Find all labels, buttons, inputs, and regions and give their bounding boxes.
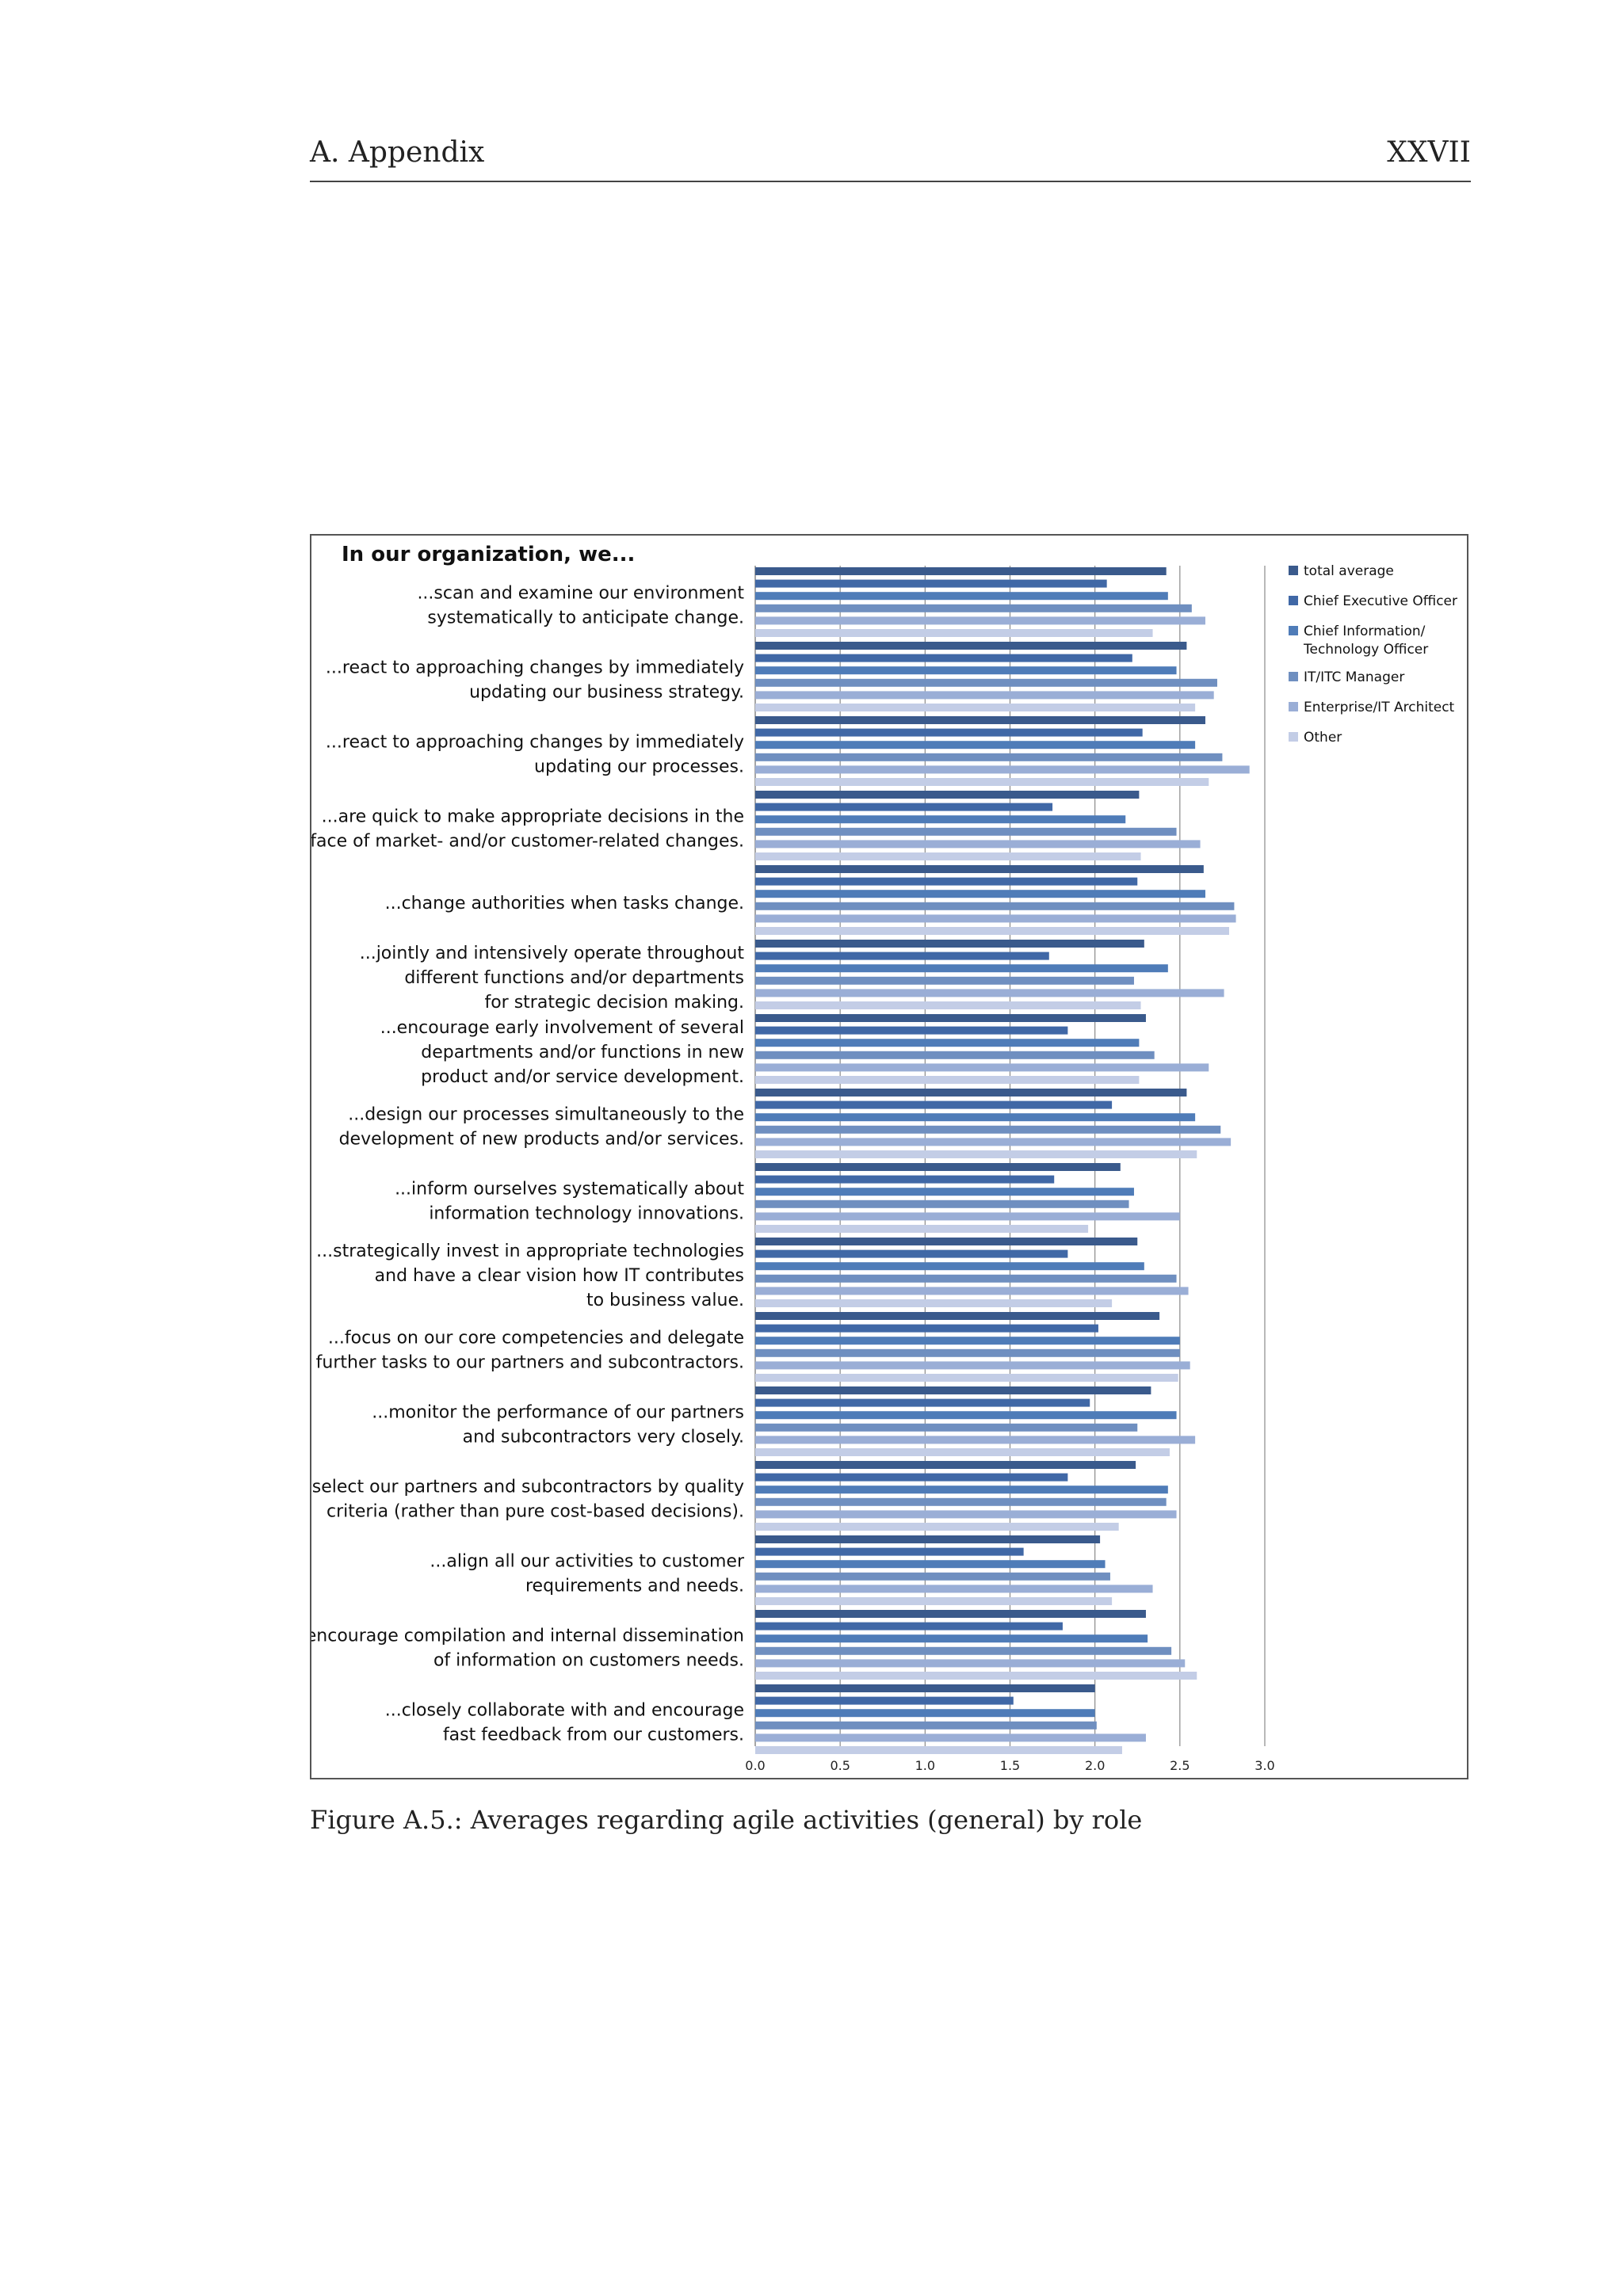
category-label: ...monitor the performance of our partners	[372, 1402, 744, 1423]
category-label: product and/or service development.	[421, 1066, 744, 1087]
bar	[755, 679, 1217, 687]
bar	[755, 1573, 1110, 1581]
category-label: ...are quick to make appropriate decisions in the	[321, 807, 744, 827]
bar	[755, 605, 1192, 612]
bar	[755, 666, 1177, 674]
figure-caption: Figure A.5.: Averages regarding agile activities (general) by role	[310, 1805, 1143, 1835]
category-label: ...encourage compilation and internal dissemination	[311, 1626, 744, 1646]
bar	[755, 1474, 1067, 1482]
bar	[755, 1610, 1146, 1618]
bar	[755, 1176, 1054, 1184]
bar	[755, 1697, 1014, 1705]
bar	[755, 964, 1168, 972]
bar	[755, 1014, 1146, 1022]
bar	[755, 1200, 1129, 1208]
legend-label: Technology Officer	[1304, 642, 1429, 658]
bar	[755, 977, 1134, 985]
legend-swatch	[1289, 566, 1298, 575]
category-label: departments and/or functions in new	[421, 1042, 744, 1062]
legend-swatch	[1289, 626, 1298, 635]
bar	[755, 1647, 1171, 1655]
bar	[755, 878, 1137, 886]
legend-swatch	[1289, 672, 1298, 681]
bar	[755, 1312, 1159, 1320]
bar	[755, 778, 1209, 786]
category-label: updating our business strategy.	[469, 682, 744, 703]
bar	[755, 1275, 1177, 1283]
bar	[755, 1001, 1141, 1009]
category-label: ...scan and examine our environment	[417, 583, 744, 604]
bar	[755, 1523, 1119, 1531]
category-label: further tasks to our partners and subcontractors.	[315, 1352, 744, 1373]
x-tick-label: 3.0	[1254, 1758, 1275, 1773]
page-number: XXVII	[1387, 136, 1471, 169]
bar	[755, 1212, 1180, 1220]
bar	[755, 753, 1222, 761]
bar	[755, 765, 1250, 773]
bar	[755, 1597, 1112, 1605]
bar	[755, 890, 1205, 898]
category-label: ...closely collaborate with and encourage	[384, 1700, 744, 1721]
category-label: systematically to anticipate change.	[427, 608, 744, 628]
legend-label: Enterprise/IT Architect	[1304, 700, 1455, 715]
category-label: ...align all our activities to customer	[430, 1551, 744, 1572]
category-label: ...inform ourselves systematically about	[395, 1179, 744, 1199]
bar	[755, 1076, 1139, 1084]
bar	[755, 592, 1168, 600]
bar	[755, 1287, 1189, 1295]
bar	[755, 654, 1132, 662]
bar	[755, 1399, 1090, 1407]
bar	[755, 815, 1125, 823]
chart-title: In our organization, we...	[342, 543, 636, 566]
bar	[755, 1709, 1095, 1717]
bar	[755, 1299, 1112, 1307]
page-header	[310, 133, 1471, 182]
bar	[755, 1325, 1098, 1333]
bar	[755, 1634, 1148, 1642]
bar	[755, 840, 1201, 848]
bar	[755, 1262, 1144, 1270]
bar	[755, 1510, 1177, 1518]
bar	[755, 1051, 1155, 1059]
bar	[755, 865, 1204, 873]
category-label: and subcontractors very closely.	[462, 1427, 744, 1447]
bar	[755, 1623, 1063, 1630]
bar	[755, 1461, 1136, 1469]
bar	[755, 1250, 1067, 1258]
bar	[755, 1585, 1153, 1592]
bar	[755, 1659, 1185, 1667]
bar	[755, 952, 1049, 960]
bar	[755, 828, 1177, 836]
category-label: ...encourage early involvement of several	[380, 1017, 744, 1038]
bar	[755, 1411, 1177, 1419]
bar	[755, 629, 1153, 637]
legend-swatch	[1289, 732, 1298, 742]
bar	[755, 1548, 1024, 1556]
category-label: criteria (rather than pure cost-based decisions).	[327, 1501, 744, 1522]
bar	[755, 1498, 1167, 1506]
bar	[755, 1672, 1197, 1680]
legend-label: IT/ITC Manager	[1304, 669, 1405, 685]
bar	[755, 704, 1195, 711]
category-label: to business value.	[586, 1290, 744, 1310]
category-label: fast feedback from our customers.	[442, 1725, 744, 1745]
x-tick-label: 0.5	[830, 1758, 850, 1773]
bar	[755, 1448, 1170, 1456]
bar	[755, 1684, 1095, 1692]
legend-label: total average	[1304, 563, 1394, 579]
bar	[755, 1560, 1106, 1568]
x-tick-label: 0.0	[745, 1758, 766, 1773]
category-label: ...focus on our core competencies and delegate	[327, 1328, 744, 1348]
bar	[755, 616, 1205, 624]
bar	[755, 1027, 1067, 1035]
x-tick-label: 2.5	[1170, 1758, 1190, 1773]
bar	[755, 989, 1224, 997]
category-label: ...jointly and intensively operate throughout	[359, 943, 744, 963]
bar	[755, 902, 1234, 910]
bar	[755, 1138, 1231, 1146]
category-label: ...react to approaching changes by immediately	[325, 658, 744, 678]
bar	[755, 1486, 1168, 1493]
bar	[755, 1089, 1186, 1097]
bar	[755, 1337, 1180, 1344]
bar	[755, 1535, 1100, 1543]
bar	[755, 914, 1236, 922]
category-label: requirements and needs.	[525, 1576, 744, 1596]
bar	[755, 642, 1186, 650]
bar	[755, 1113, 1195, 1121]
bar	[755, 567, 1167, 575]
category-label: information technology innovations.	[429, 1203, 744, 1224]
bar	[755, 1101, 1112, 1109]
legend-swatch	[1289, 596, 1298, 605]
legend-label: Chief Executive Officer	[1304, 593, 1457, 609]
bar	[755, 940, 1144, 948]
bar	[755, 1225, 1088, 1233]
category-label: ...select our partners and subcontractors by quality	[311, 1477, 744, 1497]
bar	[755, 1374, 1178, 1382]
bar	[755, 741, 1195, 749]
bar	[755, 1349, 1180, 1357]
bar	[755, 1126, 1220, 1134]
bar-chart	[311, 536, 1467, 1778]
x-tick-label: 1.5	[999, 1758, 1021, 1773]
x-tick-label: 1.0	[915, 1758, 936, 1773]
category-label: face of market- and/or customer-related changes.	[311, 831, 744, 852]
category-label: ...change authorities when tasks change.	[384, 893, 744, 913]
bar	[755, 1063, 1209, 1071]
bar	[755, 1150, 1197, 1158]
category-label: for strategic decision making.	[484, 992, 744, 1013]
bar	[755, 1722, 1097, 1730]
bar	[755, 1039, 1139, 1047]
category-label: development of new products and/or services.	[338, 1129, 744, 1150]
bar	[755, 729, 1143, 737]
category-label: updating our processes.	[534, 757, 744, 777]
bar	[755, 580, 1107, 588]
section-title: A. Appendix	[310, 136, 485, 169]
legend-label: Other	[1304, 730, 1342, 746]
bar	[755, 1386, 1151, 1394]
legend-swatch	[1289, 702, 1298, 711]
bar	[755, 1361, 1190, 1369]
bar	[755, 791, 1139, 799]
x-tick-label: 2.0	[1084, 1758, 1106, 1773]
bar	[755, 691, 1214, 699]
bar	[755, 716, 1205, 724]
bar	[755, 1746, 1122, 1754]
legend-label: Chief Information/	[1304, 624, 1426, 639]
bar	[755, 852, 1141, 860]
bar	[755, 927, 1229, 935]
category-label: ...design our processes simultaneously to the	[348, 1104, 744, 1125]
category-label: ...strategically invest in appropriate technologies	[316, 1241, 744, 1261]
category-label: ...react to approaching changes by immediately	[325, 732, 744, 753]
category-label: different functions and/or departments	[404, 967, 744, 988]
bar	[755, 1436, 1195, 1444]
bar	[755, 1733, 1146, 1741]
chart-frame	[310, 534, 1468, 1779]
bar	[755, 1163, 1121, 1171]
bar	[755, 803, 1052, 811]
category-label: and have a clear vision how IT contributes	[374, 1265, 744, 1286]
bar	[755, 1424, 1137, 1432]
category-label: of information on customers needs.	[433, 1650, 744, 1671]
bar	[755, 1188, 1134, 1196]
bar	[755, 1238, 1137, 1245]
